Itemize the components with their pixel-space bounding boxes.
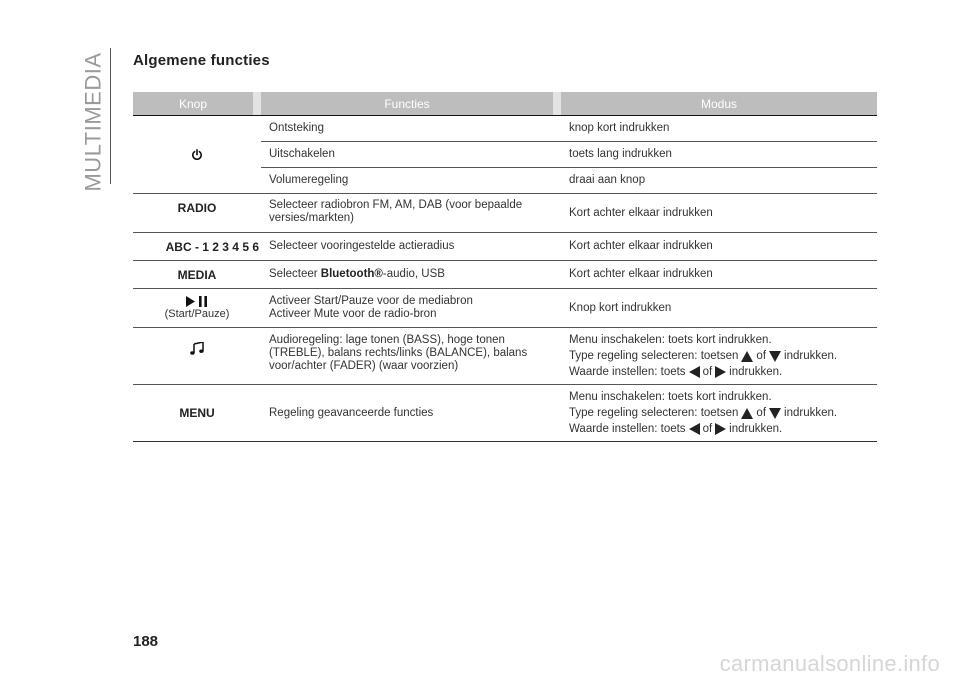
mod-text: indrukken. bbox=[784, 350, 838, 362]
bluetooth-label: Bluetooth® bbox=[320, 268, 383, 280]
func-cell: Activeer Start/Pauze voor de mediabron Activeer Mute voor de radio-bron bbox=[269, 295, 473, 320]
mod-text: indrukken. bbox=[729, 423, 783, 435]
mod-text: indrukken. bbox=[729, 366, 783, 378]
table-row-audio bbox=[133, 328, 877, 385]
arrow-right-icon bbox=[715, 423, 726, 435]
mod-text: of bbox=[756, 350, 767, 362]
knop-cell-playpause bbox=[133, 289, 261, 327]
radio-label: RADIO bbox=[177, 201, 217, 215]
mod-cell: Knop kort indrukken bbox=[569, 301, 672, 314]
mod-line bbox=[569, 405, 877, 421]
table-row bbox=[261, 385, 877, 441]
page-number: 188 bbox=[133, 633, 159, 650]
mod-text: Type regeling selecteren: toetsen bbox=[569, 350, 739, 362]
section-side-label-text: MULTIMEDIA bbox=[81, 52, 107, 192]
mod-cell bbox=[561, 328, 877, 384]
func-cell: Selecteer radiobron FM, AM, DAB (voor bepaalde versies/markten) bbox=[269, 199, 523, 224]
mod-cell: Kort achter elkaar indrukken bbox=[569, 206, 713, 219]
menu-label: MENU bbox=[179, 406, 215, 420]
table-row bbox=[261, 328, 877, 384]
arrow-up-icon bbox=[741, 351, 753, 362]
mod-line bbox=[569, 348, 877, 364]
table-row bbox=[261, 194, 877, 232]
power-icon bbox=[191, 149, 203, 161]
table-header bbox=[133, 92, 877, 116]
table-row-menu bbox=[133, 385, 877, 442]
mod-cell: Kort achter elkaar indrukken bbox=[569, 240, 713, 252]
header-knop: Knop bbox=[133, 92, 253, 115]
playpause-sub-label: (Start/Pauze) bbox=[164, 308, 230, 320]
knop-cell-menu bbox=[133, 385, 261, 441]
mod-text: of bbox=[756, 407, 767, 419]
media-label: MEDIA bbox=[177, 267, 217, 282]
presets-label: ABC - 1 2 3 4 5 6 bbox=[165, 239, 259, 254]
table-row bbox=[261, 233, 877, 260]
play-pause-icon bbox=[185, 296, 209, 307]
mod-text: indrukken. bbox=[784, 407, 838, 419]
table-row-power bbox=[133, 116, 877, 194]
mod-text: Type regeling selecteren: toetsen bbox=[569, 407, 739, 419]
mod-cell: draai aan knop bbox=[569, 174, 646, 186]
arrow-up-icon bbox=[741, 408, 753, 419]
header-functies: Functies bbox=[261, 92, 553, 115]
watermark: carmanualsonline.info bbox=[719, 651, 940, 676]
func-cell: Uitschakelen bbox=[269, 148, 335, 160]
header-modus: Modus bbox=[561, 92, 877, 115]
table-row bbox=[261, 289, 877, 327]
func-cell: Selecteer vooringestelde actieradius bbox=[269, 240, 455, 252]
mod-line: Menu inschakelen: toets kort indrukken. bbox=[569, 334, 772, 346]
mod-cell bbox=[561, 385, 877, 441]
table-row bbox=[261, 116, 877, 141]
mod-cell: knop kort indrukken bbox=[569, 122, 670, 134]
media-func-prefix: Selecteer bbox=[269, 268, 321, 280]
table-row-presets bbox=[133, 233, 877, 261]
func-cell: Volumeregeling bbox=[269, 174, 349, 186]
arrow-left-icon bbox=[689, 366, 700, 378]
table-row-radio bbox=[133, 194, 877, 233]
section-side-label bbox=[80, 52, 108, 192]
knop-cell-presets bbox=[133, 233, 261, 260]
music-note-icon bbox=[190, 342, 204, 355]
mod-text: Waarde instellen: toets bbox=[569, 366, 686, 378]
table-row bbox=[261, 167, 877, 193]
page-heading: Algemene functies bbox=[133, 52, 270, 69]
mod-cell: Kort achter elkaar indrukken bbox=[569, 268, 713, 280]
mod-line bbox=[569, 364, 877, 380]
functions-table bbox=[133, 92, 877, 442]
table-row-playpause bbox=[133, 289, 877, 328]
knop-cell-audio bbox=[133, 328, 261, 384]
func-cell: Audioregeling: lage tonen (BASS), hoge tonen (TREBLE), balans rechts/links (BALANCE), balans voor/achter (FADER) (waar voorzien) bbox=[269, 334, 528, 372]
table-row-media bbox=[133, 261, 877, 289]
knop-cell-radio bbox=[133, 194, 261, 232]
arrow-right-icon bbox=[715, 366, 726, 378]
table-row bbox=[261, 141, 877, 167]
mod-cell: toets lang indrukken bbox=[569, 148, 672, 160]
media-func-suffix: -audio, USB bbox=[382, 268, 445, 280]
mod-line bbox=[569, 421, 877, 437]
mod-text: of bbox=[702, 366, 713, 378]
side-divider-line bbox=[110, 48, 111, 184]
mod-text: Waarde instellen: toets bbox=[569, 423, 686, 435]
func-cell bbox=[261, 261, 561, 288]
knop-cell-power bbox=[133, 116, 261, 193]
arrow-down-icon bbox=[769, 351, 781, 362]
mod-line: Menu inschakelen: toets kort indrukken. bbox=[569, 391, 772, 403]
knop-cell-media bbox=[133, 261, 261, 288]
func-cell: Regeling geavanceerde functies bbox=[269, 406, 434, 419]
table-row bbox=[261, 261, 877, 288]
arrow-down-icon bbox=[769, 408, 781, 419]
arrow-left-icon bbox=[689, 423, 700, 435]
mod-text: of bbox=[702, 423, 713, 435]
func-cell: Ontsteking bbox=[269, 122, 324, 134]
